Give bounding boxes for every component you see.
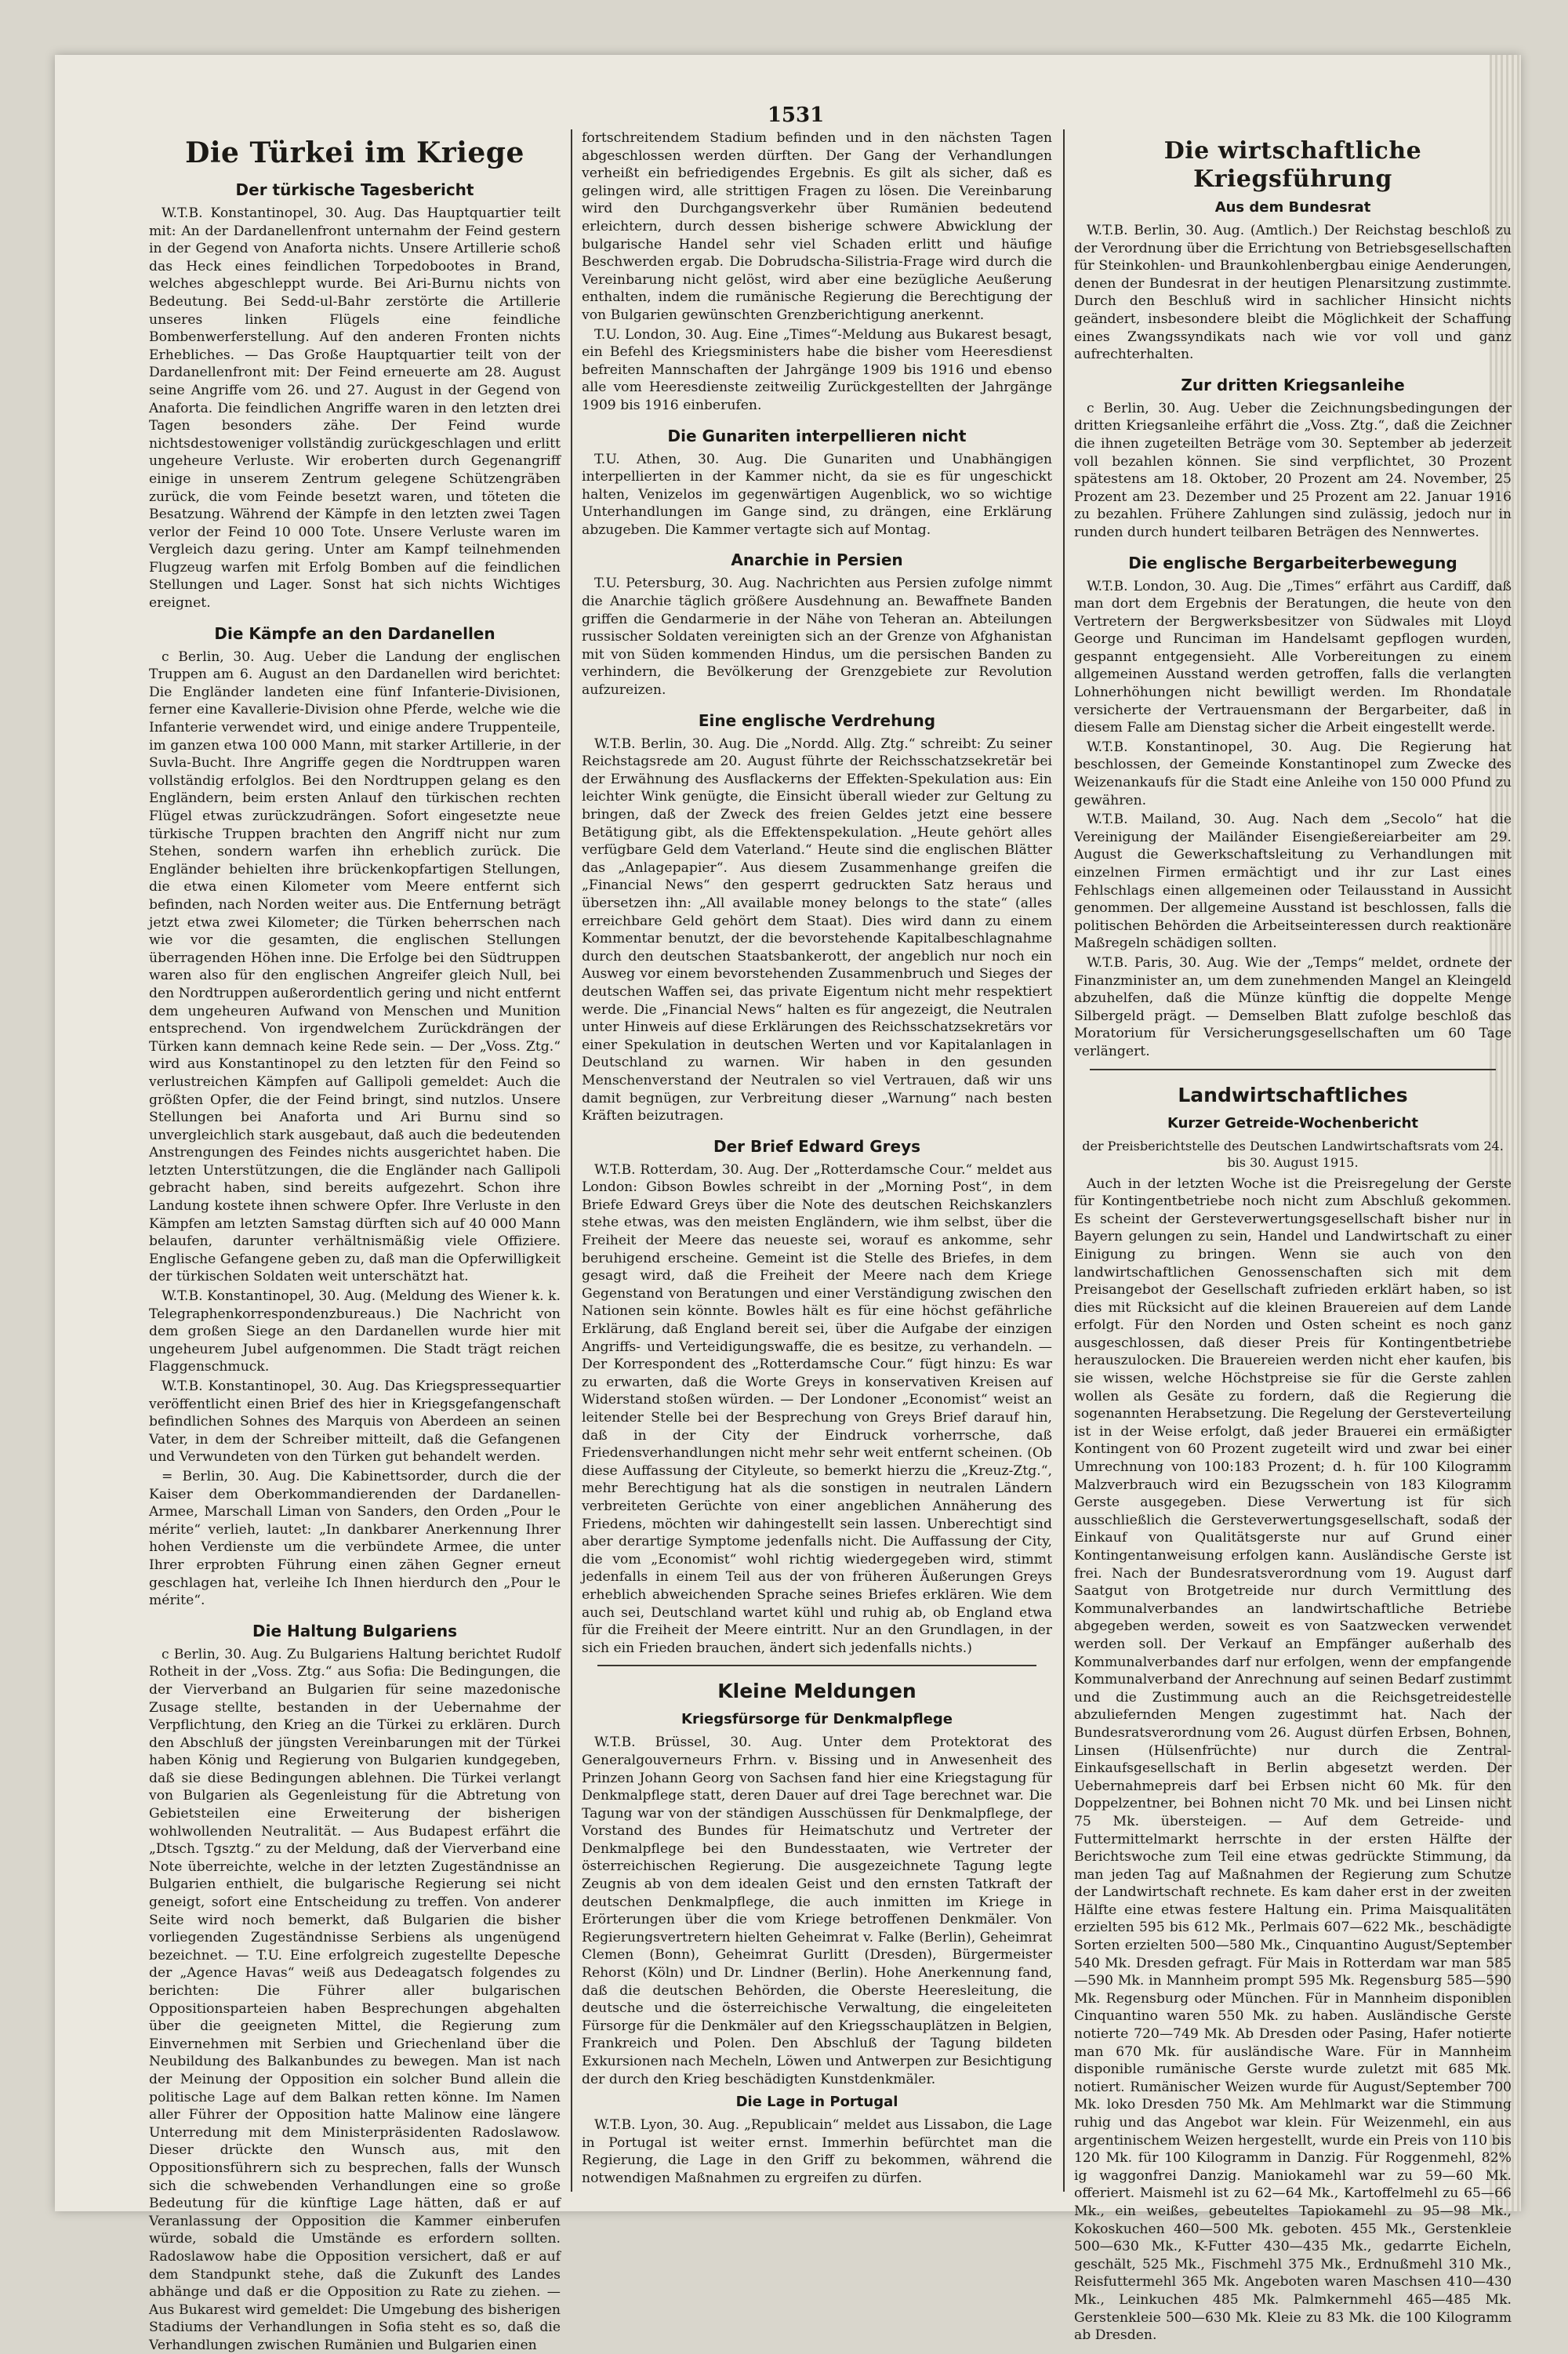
paragraph: W.T.B. Konstantinopel, 30. Aug. (Meldung des Wiener k. k. Telegraphenkorrespondenzbureaus.) Die Nachricht von dem großen Siege an den Dardanellen wurde hier mit ungeheurem Jubel aufgenommen. Die Stadt trägt reichen Flaggenschmuck. bbox=[149, 1288, 561, 1375]
paragraph: c Berlin, 30. Aug. Ueber die Zeichnungsbedingungen der dritten Kriegsanleihe erfährt die „Voss. Ztg.“, daß die Zeichner die ihnen zugeteilten Beträge vom 30. September ab jederzeit voll bezahlen können. Sie sind verpflichtet, 30 Prozent spätestens am 18. Oktober, 20 Prozent am 24. November, 25 Prozent am 23. Dezember und 25 Prozent am 22. Januar 1916 zu bezahlen. Frühere Zahlungen sind zulässig, jedoch nur in runden durch hundert teilbaren Beträgen des Nennwertes. bbox=[1074, 400, 1512, 540]
paragraph: W.T.B. London, 30. Aug. Die „Times“ erfährt aus Cardiff, daß man dort dem Ergebnis der Beratungen, die heute von den Vertretern der Bergwerksbesitzer von Südwales mit Lloyd George und Runciman im Handelsamt gepflogen wurden, gespannt entgegensieht. Alle Vorbereitungen zu einem allgemeinen Ausstand werden getroffen, falls die verlangten Lohnerhöhungen nicht bewilligt werden. Im Rhondatale versicherte der Vertrauensmann der Bergarbeiter, daß in diesem Falle am Dienstag sicher die Arbeit eingestellt werde. bbox=[1074, 578, 1512, 736]
heading-bulgarien: Die Haltung Bulgariens bbox=[252, 1621, 457, 1640]
paragraph: T.U. Athen, 30. Aug. Die Gunariten und Unabhängigen interpellierten in der Kammer nicht, da sie es für ungeschickt halten, Venizelos im gegenwärtigen Augenblick, wo so wichtige Unterhandlungen im Gange sind, zu drängen, eine Erklärung abzugeben. Die Kammer vertagte sich auf Montag. bbox=[582, 451, 1052, 538]
article-title-tuerkei: Die Türkei im Kriege bbox=[185, 136, 524, 169]
heading-anarchie: Anarchie in Persien bbox=[731, 550, 903, 570]
divider bbox=[597, 1665, 1036, 1666]
heading-gunariten: Die Gunariten interpellieren nicht bbox=[667, 426, 967, 445]
column-rule-2 bbox=[1063, 129, 1065, 2192]
paragraph: W.T.B. Berlin, 30. Aug. Die „Nordd. Allg. Ztg.“ schreibt: Zu seiner Reichstagsrede am 20. August führte der Reichsschatzsekretär bei der Erwähnung des Ausflackerns der Effekten-Spekulation aus: Ein leichter Wink genügte, die Einsicht überall wieder zur Geltung zu bringen, daß der Zweck des freien Geldes jetzt eine bessere Betätigung gibt, als die Effektenspekulation. „Heute gehört alles verfügbare Geld dem Vaterland.“ Heute sind die englischen Blätter das „Anlagepapier“. Aus diesem Zusammenhange greifen die „Financial News“ den gesperrt gedruckten Satz heraus und übersetzen ihn: „All available money belongs to the state“ (alles erreichbare Geld gehört dem Staat). Dies wird dann zu einem Kommentar benutzt, der die bevorstehende Kapitalbeschlagnahme durch den deutschen Staatsbankerott, der angeblich nur noch ein Ausweg vor einem bevorstehenden Zusammenbruch und Sieges der deutschen Waffen sei, das private Eigentum nicht mehr respektiert werde. Die „Financial News“ halten es für angezeigt, die Neutralen unter Hinweis auf diese Erklärungen des Reichsschatzsekretärs vor einer Spekulation in deutschen Werten und vor Kapitalanlagen in Deutschland zu warnen. Wir haben in den gesunden Menschenverstand der Neutralen so viel Vertrauen, daß wir uns damit begnügen, zur Verbreitung dieser „Warnung“ nach besten Kräften beizutragen. bbox=[582, 736, 1052, 1124]
divider bbox=[1090, 1069, 1496, 1070]
paragraph: fortschreitendem Stadium befinden und in den nächsten Tagen abgeschlossen werden dürften. Der Gang der Verhandlungen verheißt ein befriedigendes Ergebnis. Es gilt als sicher, daß es gelingen wird, alle strittigen Fragen zu lösen. Die Vereinbarung wird den Durchgangsverkehr über Rumänien bedeutend erleichtern, durch dessen bisherige schwere Abwicklung der bulgarische Handel sehr viel Schaden erlitt und häufige Beschwerden ergab. Die Dobrudscha-Silistria-Frage wird durch die Vereinbarung nicht gelöst, wird aber eine bezügliche Aeußerung enthalten, indem die rumänische Regierung die Berechtigung der von Bulgarien gewünschten Grenzberichtigung anerkennt. bbox=[582, 130, 1052, 323]
paragraph: T.U. London, 30. Aug. Eine „Times“-Meldung aus Bukarest besagt, ein Befehl des Kriegsministers habe die bisher vom Heeresdienst befreiten Mannschaften der Jahrgänge 1909 bis 1916 und ebenso alle vom Heeresdienste zeitweilig Zurückgestellten der Jahrgänge 1909 bis 1916 einberufen. bbox=[582, 326, 1052, 413]
heading-getreide: Kurzer Getreide-Wochenbericht bbox=[1167, 1114, 1419, 1132]
heading-grey: Der Brief Edward Greys bbox=[713, 1136, 921, 1156]
newspaper-page bbox=[55, 55, 1521, 2353]
heading-kaempfe: Die Kämpfe an den Dardanellen bbox=[214, 623, 495, 643]
paragraph: T.U. Petersburg, 30. Aug. Nachrichten aus Persien zufolge nimmt die Anarchie täglich größere Ausdehnung an. Bewaffnete Banden griffen die Gendarmerie in der Nähe von Teheran an. Abteilungen russischer Soldaten vereinigten sich an der Grenze von Afghanistan mit von Süden kommenden Hindus, um die persischen Banden zu verhindern, die Bevölkerung der Grenzgebiete zur Revolution aufzureizen. bbox=[582, 576, 1052, 699]
paragraph: W.T.B. Brüssel, 30. Aug. Unter dem Protektorat des Generalgouverneurs Frhrn. v. Bissing und in Anwesenheit des Prinzen Johann Georg von Sachsen fand hier eine Kriegstagung für Denkmalpflege statt, deren Dauer auf drei Tage berechnet war. Die Tagung war von der ständigen Ausschüssen für Denkmalpflege, der Vorstand des Bundes für Heimatschutz und Vertreter der Denkmalpflege bei den Bundesstaaten, wie Vertreter der österreichischen Regierung. Die ausgezeichnete Tagung legte Zeugnis ab von dem idealen Geist und den ernsten Tatkraft der deutschen Denkmalpflege, die auch inmitten im Kriege in Erörterungen über die vom Kriege betroffenen Denkmäler. Von Regierungsvertretern hielten Geheimrat v. Falke (Berlin), Geheimrat Clemen (Bonn), Geheimrat Gurlitt (Dresden), Bürgermeister Rehorst (Köln) und Dr. Lindner (Berlin). Hohe Anerkennung fand, daß die deutschen Behörden, die Oberste Heeresleitung, die deutsche und die österreichische Verwaltung, die eingeleiteten Fürsorge für die Denkmäler auf den Kriegsschauplätzen in Belgien, Frankreich und Polen. Den Abschluß der Tagung bildeten Exkursionen nach Mecheln, Löwen und Antwerpen zur Besichtigung der durch den Krieg beschädigten Kunstdenkmäler. bbox=[582, 1735, 1052, 2087]
paragraph: W.T.B. Mailand, 30. Aug. Nach dem „Secolo“ hat die Vereinigung der Mailänder Eisengießereiarbeiter am 29. August die Gewerkschaftsleitung zu Verhandlungen mit einzelnen Firmen ermächtigt und ihr zur Last eines Fehlschlags einen allgemeinen oder Teilausstand in Aussicht genommen. Der allgemeine Ausstand ist beschlossen, falls die politischen Behörden die Arbeitseinteressen durch reaktionäre Maßregeln schädigen sollten. bbox=[1074, 812, 1512, 952]
paragraph: = Berlin, 30. Aug. Die Kabinettsorder, durch die der Kaiser dem Oberkommandierenden der Dardanellen-Armee, Marschall Liman von Sanders, den Orden „Pour le mérite“ verlieh, lautet: „In dankbarer Anerkennung Ihrer hohen Verdienste um die verbündete Armee, die unter Ihrer erprobten Führung einen zähen Gegner erneut geschlagen hat, verleihe Ich Ihnen hierdurch den „Pour le mérite“. bbox=[149, 1468, 561, 1609]
paragraph: c Berlin, 30. Aug. Ueber die Landung der englischen Truppen am 6. August an den Dardanellen wird berichtet: Die Engländer landeten eine fünf Infanterie-Divisionen, ferner eine Kavallerie-Division ohne Pferde, welche wie die Infanterie verwendet wird, und einige andere Truppenteile, im ganzen etwa 100 000 Mann, mit starker Artillerie, in der Suvla-Bucht. Ihre Angriffe gegen die Nordtruppen waren vollständig erfolglos. Bei den Nordtruppen gelang es den Engländern, beim ersten Anlauf den türkischen rechten Flügel etwas zurückzudrängen. Sofort eingesetzte neue türkische Truppen brachten den Angriff nicht nur zum Stehen, sondern warfen ihn erheblich zurück. Die Engländer behielten ihre brückenkopfartigen Stellungen, die etwa einen Kilometer vom Meere entfernt sich befinden, nach Norden weiter aus. Die Entfernung beträgt jetzt etwa zwei Kilometer; die Türken beherrschen nach wie vor die gesamten, die englischen Stellungen überragenden Höhen inne. Die Erfolge bei den Südtruppen waren also für den englischen Angreifer gleich Null, bei den Nordtruppen außerordentlich gering und nicht entfernt dem ungeheuren Aufwand von Menschen und Munition entsprechend. Von irgendwelchem Zurückdrängen der Türken kann demnach keine Rede sein. — Der „Voss. Ztg.“ wird aus Konstantinopel zu den letzten für den Feind so verlustreichen Kämpfen auf Gallipoli gemeldet: Auch die größten Opfer, die der Feind bringt, sind nutzlos. Unsere Stellungen bei Anaforta und Ari Burnu sind so unvergleichlich stark ausgebaut, daß auch die bedeutenden Anstrengungen des Feindes nichts ausgerichtet haben. Die letzten Unterstützungen, die die Engländer nach Gallipoli gebracht haben, sind bereits aufgezehrt. Schon ihre Landung kostete ihnen schwere Opfer. Ihre Verluste in den Kämpfen am letzten Samstag dürften sich auf 40 000 Mann belaufen, darunter verhältnismäßig viele Offiziere. Englische Gefangene geben zu, daß man die Opferwilligkeit der türkischen Soldaten weit unterschätzt hat. bbox=[149, 648, 561, 1285]
paragraph: W.T.B. Konstantinopel, 30. Aug. Das Hauptquartier teilt mit: An der Dardanellenfront unternahm der Feind gestern in der Gegend von Anaforta nichts. Unsere Artillerie schoß das Heck eines feindlichen Torpedobootes in Brand, welches abgeschleppt wurde. Bei Ari-Burnu nichts von Bedeutung. Bei Sedd-ul-Bahr zerstörte die Artillerie unseres linken Flügels eine feindliche Bombenwerferstellung. Auf den anderen Fronten nichts Erhebliches. — Das Große Hauptquartier teilt von der Dardanellenfront mit: Der Feind erneuerte am 28. August seine Angriffe vom 26. und 27. August in der Gegend von Anaforta. Die feindlichen Angriffe waren in den letzten drei Tagen besonders zähe. Der Feind wurde nichtsdestoweniger vollständig zurückgeschlagen und erlitt ungeheure Verluste. Wir eroberten durch Gegenangriff einige in unserem Zentrum gelegene Schützengräben zurück, die vom Feinde besetzt waren, und töteten die Besatzung. Während der Kämpfe in den letzten zwei Tagen verlor der Feind 10 000 Tote. Unsere Verluste waren im Vergleich dazu gering. Unter am Kampf teilnehmenden Flugzeug warfen mit Erfolg Bomben auf die feindlichen Stellungen und Lager. Sonst hat sich nichts Wichtiges ereignet. bbox=[149, 205, 561, 612]
paragraph: W.T.B. Konstantinopel, 30. Aug. Die Regierung hat beschlossen, der Gemeinde Konstantinopel zum Zwecke des Weizenankaufs für die Stadt eine Anleihe von 150 000 Pfund zu gewähren. bbox=[1074, 739, 1512, 808]
heading-bergarbeiter: Die englische Bergarbeiterbewegung bbox=[1128, 553, 1457, 572]
paragraph: Auch in der letzten Woche ist die Preisregelung der Gerste für Kontingentbetriebe noch nicht zum Abschluß gekommen. Es scheint der Gersteverwertungsgesellschaft bisher nur in Bayern gelungen zu sein, Handel und Landwirtschaft zu einer Einigung zu bringen. Wenn sie auch von den landwirtschaftlichen Genossenschaften sich mit dem Preisangebot der Gesellschaft zufrieden erklärt haben, so ist dies mit Rücksicht auf die kleinen Brauereien auf dem Lande erfolgt. Für den Norden und Osten scheint es noch ganz ausgeschlossen, daß dieser Preis für Kontingentbetriebe herauszulocken. Die Brauereien werden nicht eher kaufen, bis sie wissen, welche Höchstpreise sie für die Gerste zahlen wollen als Gesäte zu fordern, daß die Regierung die sogenannten Herabsetzung. Die Regelung der Gersteverteilung ist in der Weise erfolgt, daß jeder Brauerei ein ermäßigter Kontingent von 60 Prozent zugeteilt wird und zwar bei einer Umrechnung von 100:183 Prozent; d. h. für 100 Kilogramm Malzverbrauch wird ein Bezugsschein von 183 Kilogramm Gerste ausgegeben. Diese Verwertung ist für sich ausschließlich die Gersteverwertungsgesellschaft, sodaß der Einkauf von Qualitätsgerste nur auf Grund einer Kontingentanweisung erfolgen kann. Ausländische Gerste ist frei. Nach der Bundesratsverordnung vom 19. August darf Saatgut von Brotgetreide nur durch Vermittlung des Kommunalverbandes an landwirtschaftliche Betriebe abgegeben werden, soweit es von Saatzwecken verwendet werden soll. Der Verkauf an Empfänger außerhalb des Kommunalverbandes darf nur erfolgen, wenn der empfangende Kommunalverband der Anrechnung auf seinen Bedarf zustimmt und die Zustimmung auch an die Reichsgetreidestelle abzuliefernden Mengen zugestimmt hat. Nach der Bundesratsverordnung vom 26. August dürfen Erbsen, Bohnen, Linsen (Hülsenfrüchte) nur durch die Zentral-Einkaufsgesellschaft in Berlin abgesetzt werden. Der Uebernahmepreis darf bei Erbsen nicht 60 Mk. für den Doppelzentner, bei Bohnen nicht 70 Mk. und bei Linsen nicht 75 Mk. übersteigen. — Auf dem Getreide- und Futtermittelmarkt herrschte in der ersten Hälfte der Berichtswoche zum Teil eine etwas gedrückte Stimmung, da man jeden Tag auf Maßnahmen der Regierung zum Schutze der Landwirtschaft rechnete. Es kam daher erst in der zweiten Hälfte eine etwas festere Haltung ein. Prima Maisqualitäten erzielten 595 bis 612 Mk., Perlmais 607—622 Mk., beschädigte Sorten erzielten 500—580 Mk., Cinquantino August/September 540 Mk. Dresden gefragt. Für Mais in Rotterdam war man 585—590 Mk. in Mannheim prompt 595 Mk. Regensburg 585—590 Mk. Regensburg oder München. Für in Mannheim disponiblen Cinquantino waren 550 Mk. zu haben. Ausländische Gerste notierte 720—749 Mk. Ab Dresden oder Pasing, Hafer notierte man 670 Mk. für ausländische Ware. Für in Mannheim disponible rumänische Gerste wurde zuletzt mit 685 Mk. notiert. Rumänischer Weizen wurde für August/September 700 Mk. loko Dresden 750 Mk. Am Mehlmarkt war die Stimmung ruhig und das Angebot war klein. Für Weizenmehl, ein aus argentinischem Weizen hergestellt, wurde ein Preis von 110 bis 120 Mk. für 100 Kilogramm in Danzig. Für Roggenmehl, 82% ig waggonfrei Danzig. Maniokamehl war zu 59—60 Mk. offeriert. Maismehl ist zu 62—64 Mk., Kartoffelmehl zu 65—66 Mk., ein weißes, gebeuteltes Tapiokamehl zu 95—98 Mk., Kokoskuchen 460—500 Mk. geboten. 455 Mk., Gerstenkleie 500—630 Mk., K-Futter 430—435 Mk., gedarrte Eicheln, geschält, 525 Mk., Fischmehl 375 Mk., Erdnußmehl 310 Mk., Reisfuttermehl 365 Mk. Angeboten waren Maschsen 410—430 Mk., Leinkuchen 485 Mk. Palmkernmehl 465—485 Mk. Gerstenkleie 500—630 Mk. Kleie zu 83 Mk. die 100 Kilogramm ab Dresden. bbox=[1074, 1175, 1512, 2344]
column-1 bbox=[149, 129, 561, 2353]
paragraph: W.T.B. Paris, 30. Aug. Wie der „Temps“ meldet, ordnete der Finanzminister an, um dem zunehmenden Mangel an Kleingeld abzuhelfen, daß die Münze künftig die doppelte Menge Silbergeld prägt. — Demselben Blatt zufolge beschloß das Moratorium für Versicherungsgesellschaften um 60 Tage verlängert. bbox=[1074, 954, 1512, 1059]
column-rule-1 bbox=[571, 129, 572, 2192]
paragraph: W.T.B. Rotterdam, 30. Aug. Der „Rotterdamsche Cour.“ meldet aus London: Gibson Bowles schreibt in der „Morning Post“, in dem Briefe Edward Greys über die Note des deutschen Reichskanzlers stehe etwas, was den meisten Engländern, wie ihm selbst, über die Freiheit der Meere das neueste sei, worauf es ankomme, sehr beruhigend erscheine. Gemeint ist die Stelle des Briefes, in dem gesagt wird, daß die Freiheit der Meere nach dem Kriege Gegenstand von Beratungen und einer Verständigung zwischen den Nationen sein könnte. Bowles hält es für eine höchst gefährliche Erklärung, daß England bereit sei, über die Aufgabe der einzigen Angriffs- und Verteidigungswaffe, die es besitze, zu verhandeln. — Der Korrespondent des „Rotterdamsche Cour.“ fügt hinzu: Es war zu erwarten, daß die Worte Greys in konservativen Kreisen auf Widerstand stoßen würden. — Der Londoner „Economist“ weist an leitender Stelle bei der Besprechung von Greys Brief darauf hin, daß in der City der Eindruck vorherrsche, daß Friedensverhandlungen nicht mehr sehr weit entfernt scheinen. (Ob diese Auffassung der Cityleute, so bemerkt hierzu die „Kreuz-Ztg.“, mehr Berechtigung hat als die sonstigen in neutralen Ländern verbreiteten Gerüchte von einer angeblichen Annäherung des Friedens, möchten wir dahingestellt sein lassen. Unberechtigt sind aber derartige Symptome jedenfalls nicht. Die Auffassung der City, die vom „Economist“ wohl richtig wiedergegeben wird, stimmt jedenfalls in einem Teil aus der von früheren Äußerungen Greys erheblich abweichenden Sprache seines Briefes erklären. Wie dem auch sei, Deutschland wartet kühl und ruhig ab, ob England etwa für die Freiheit der Meere eintritt. Nur an den Grundlagen, in der sich ein Frieden brauchen, ändert sich jedenfalls nichts.) bbox=[582, 1161, 1052, 1656]
heading-kleine-meldungen: Kleine Meldungen bbox=[717, 1680, 916, 1703]
paragraph: W.T.B. Berlin, 30. Aug. (Amtlich.) Der Reichstag beschloß zu der Verordnung über die Errichtung von Betriebsgesellschaften für Steinkohlen- und Braunkohlenbergbau einige Aenderungen, denen der Bundesrat in der heutigen Plenarsitzung zustimmte. Durch den Beschluß wird in sachlicher Hinsicht nichts geändert, insbesondere bleibt die Möglichkeit der Schaffung eines Zwangssyndikats nach wie vor voll und ganz aufrechterhalten. bbox=[1074, 223, 1512, 363]
article-title-wirtschaft: Die wirtschaftliche Kriegsführung bbox=[1163, 137, 1422, 193]
column-3 bbox=[1074, 129, 1512, 2344]
paragraph: W.T.B. Lyon, 30. Aug. „Republicain“ meldet aus Lissabon, die Lage in Portugal ist weiter ernst. Immerhin befürchtet man die Regierung, die Lage in den Griff zu bekommen, während die notwendigen Maßnahmen zu ergreifen zu dürfen. bbox=[582, 2117, 1052, 2186]
column-2 bbox=[582, 129, 1052, 2192]
heading-kriegsfuersorge: Kriegsfürsorge für Denkmalpflege bbox=[681, 1711, 953, 1728]
heading-landwirtschaftliches: Landwirtschaftliches bbox=[1178, 1083, 1408, 1106]
paragraph: W.T.B. Konstantinopel, 30. Aug. Das Kriegspressequartier veröffentlicht einen Brief des hier in Kriegsgefangenschaft befindlichen Sohnes des Marquis von Aberdeen an seinen Vater, in dem der Schreiber mitteilt, daß die Gefangenen und Verwundeten von den Türken gut behandelt werden. bbox=[149, 1379, 561, 1466]
heading-getreide-sub: der Preisberichtstelle des Deutschen Landwirtschaftsrats vom 24. bis 30. August 1915. bbox=[1082, 1138, 1504, 1170]
page-number: 1531 bbox=[767, 104, 825, 127]
heading-portugal: Die Lage in Portugal bbox=[735, 2094, 898, 2111]
subtitle-tagesbericht: Der türkische Tagesbericht bbox=[235, 180, 474, 199]
heading-verdrehung: Eine englische Verdrehung bbox=[698, 710, 936, 730]
paragraph: c Berlin, 30. Aug. Zu Bulgariens Haltung berichtet Rudolf Rotheit in der „Voss. Ztg.“ aus Sofia: Die Bedingungen, die der Vierverband an Bulgarien für seine mazedonische Zusage stellte, bestanden in der Uebernahme der Verpflichtung, den Krieg an die Türkei zu erklären. Durch den Abschluß der jüngsten Vereinbarungen mit der Türkei haben König und Regierung von Bulgarien kundgegeben, daß sie diese Bedingungen ablehnen. Die Türkei verlangt von Bulgarien als Gegenleistung für die Abtretung von Gebietsteilen eine Erweiterung der bisherigen wohlwollenden Neutralität. — Aus Budapest erfährt die „Dtsch. Tgsztg.“ zu der Meldung, daß der Vierverband eine Note überreichte, welche in der letzten Zugeständnisse an Bulgarien enthielt, die bulgarische Regierung sei nicht geneigt, sofort eine Entscheidung zu treffen. Von anderer Seite wird noch bemerkt, daß Bulgarien die bisher vorliegenden Zugeständnisse Serbiens als ungenügend bezeichnet. — T.U. Eine erfolgreich zugestellte Depesche der „Agence Havas“ weiß aus Dedeagatsch folgendes zu berichten: Die Führer aller bulgarischen Oppositionsparteien haben Besprechungen abgehalten über die geeigneten Mittel, die Regierung zum Einvernehmen mit Serbien und Griechenland über die Neubildung des Balkanbundes zu bewegen. Man ist nach der Meinung der Opposition ein solcher Bund allein die politische Lage auf dem Balkan retten könne. Im Namen aller Führer der Opposition hatte Malinow eine längere Unterredung mit dem Ministerpräsidenten Radoslawow. Dieser drückte den Wunsch aus, mit den Oppositionsführern sich zu besprechen, falls der Wunsch sich die schwebenden Verhandlungen eine so große Bedeutung für die künftige Lage hätten, daß er auf Veranlassung der Opposition die Kammer einberufen würde, sobald die Umstände es erfordern sollten. Radoslawow habe die Opposition versichert, daß er auf dem Standpunkt stehe, daß die Zukunft des Landes abhänge und daß er die Opposition zu Rate zu ziehen. — Aus Bukarest wird gemeldet: Die Umgebung des bisherigen Stadiums der Verhandlungen in Sofia steht es so, daß die Verhandlungen zwischen Rumänien und Bulgarien einen bbox=[149, 1646, 561, 2353]
heading-kriegsanleihe: Zur dritten Kriegsanleihe bbox=[1181, 375, 1405, 394]
heading-bundesrat: Aus dem Bundesrat bbox=[1214, 199, 1371, 216]
